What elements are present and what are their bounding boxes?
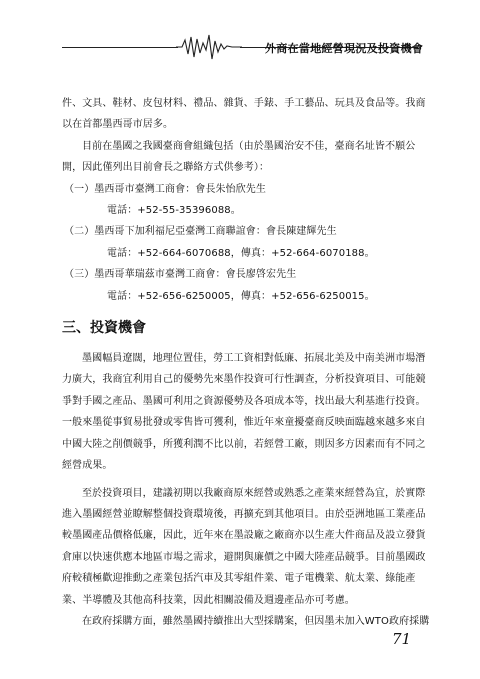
header-wave-ornament: [176, 34, 242, 60]
text-line: （二）墨西哥下加利福尼亞臺灣工商聯誼會：會長陳建輝先生: [64, 226, 337, 238]
text-line: 力廣大，我商宜利用自己的優勢先來墨作投資可行性調查，分析投資項目、可能競: [62, 374, 426, 386]
page-number: 71: [392, 630, 412, 648]
text-line: 至於投資項目，建議初期以我廠商原來經營或熟悉之產業來經營為宜，於實際: [82, 487, 426, 499]
text-line: （三）墨西哥華瑞茲市臺灣工商會：會長廖啓宏先生: [64, 269, 297, 281]
text-line: 較墨國產品價格低廉，因此，近年來在墨設廠之廠商亦以生產大件商品及設立發貨: [62, 530, 426, 542]
text-line: 電話：+52-55-35396088。: [107, 205, 241, 217]
text-line: （一）墨西哥市臺灣工商會：會長朱怡欣先生: [64, 183, 266, 195]
text-line: 爭對手國之產品、墨國可利用之資源優勢及各項成本等，找出最大利基進行投資。: [62, 395, 426, 407]
text-line: 墨國幅員遼闊，地理位置佳，勞工工資相對低廉、拓展北美及中南美洲市場潛: [82, 353, 426, 365]
paragraph-block-top: [62, 93, 426, 307]
page-header: [0, 0, 480, 60]
paragraph-block-bottom: [62, 348, 430, 632]
text-line: 電話：+52-664-6070688，傳真：+52-664-6070188。: [107, 247, 375, 259]
text-line: 電話：+52-656-6250005，傳真：+52-656-6250015。: [107, 290, 375, 302]
text-line: 在政府採購方面，雖然墨國持續推出大型採購案，但因墨未加入WTO政府採購: [82, 615, 430, 627]
header-rule-left: [62, 47, 178, 48]
text-line: 一般來墨從事貿易批發或零售皆可獲利，惟近年來童擾臺商反映面臨越來越多來自: [62, 417, 426, 429]
text-line: 目前在墨國之我國臺商會組織包括（由於墨國治安不佳，臺商名址皆不願公: [82, 140, 416, 152]
header-title: 外商在當地經營現況及投資機會: [265, 42, 424, 55]
page-body: [62, 93, 430, 632]
text-line: 經營成果。: [62, 460, 113, 472]
text-line: 業、半導體及其他高科技業，因此相關設備及週邊產品亦可考慮。: [62, 594, 355, 606]
text-line: 倉庫以快速供應本地區市場之需求，避開與廉價之中國大陸產品競爭。目前墨國政: [62, 551, 426, 563]
text-line: 中國大陸之削價競爭，所獲利潤不比以前，若經營工廠，則因多方因素而有不同之: [62, 438, 426, 450]
text-line: 以在首都墨西哥市居多。: [62, 119, 174, 131]
text-line: 開，因此僅列出目前會長之聯絡方式供參考）：: [62, 162, 270, 174]
text-line: 進入墨國經營並瞭解整個投資環境後，再擴充到其他項目。由於亞洲地區工業產品: [62, 508, 426, 520]
section-heading: 三、投資機會: [62, 320, 146, 337]
text-line: 府較積極歡迎推動之產業包括汽車及其零組件業、電子電機業、航太業、綠能產: [62, 573, 416, 585]
text-line: 件、文具、鞋材、皮包材料、禮品、雜貨、手錶、手工藝品、玩具及食品等。我商: [62, 98, 426, 109]
